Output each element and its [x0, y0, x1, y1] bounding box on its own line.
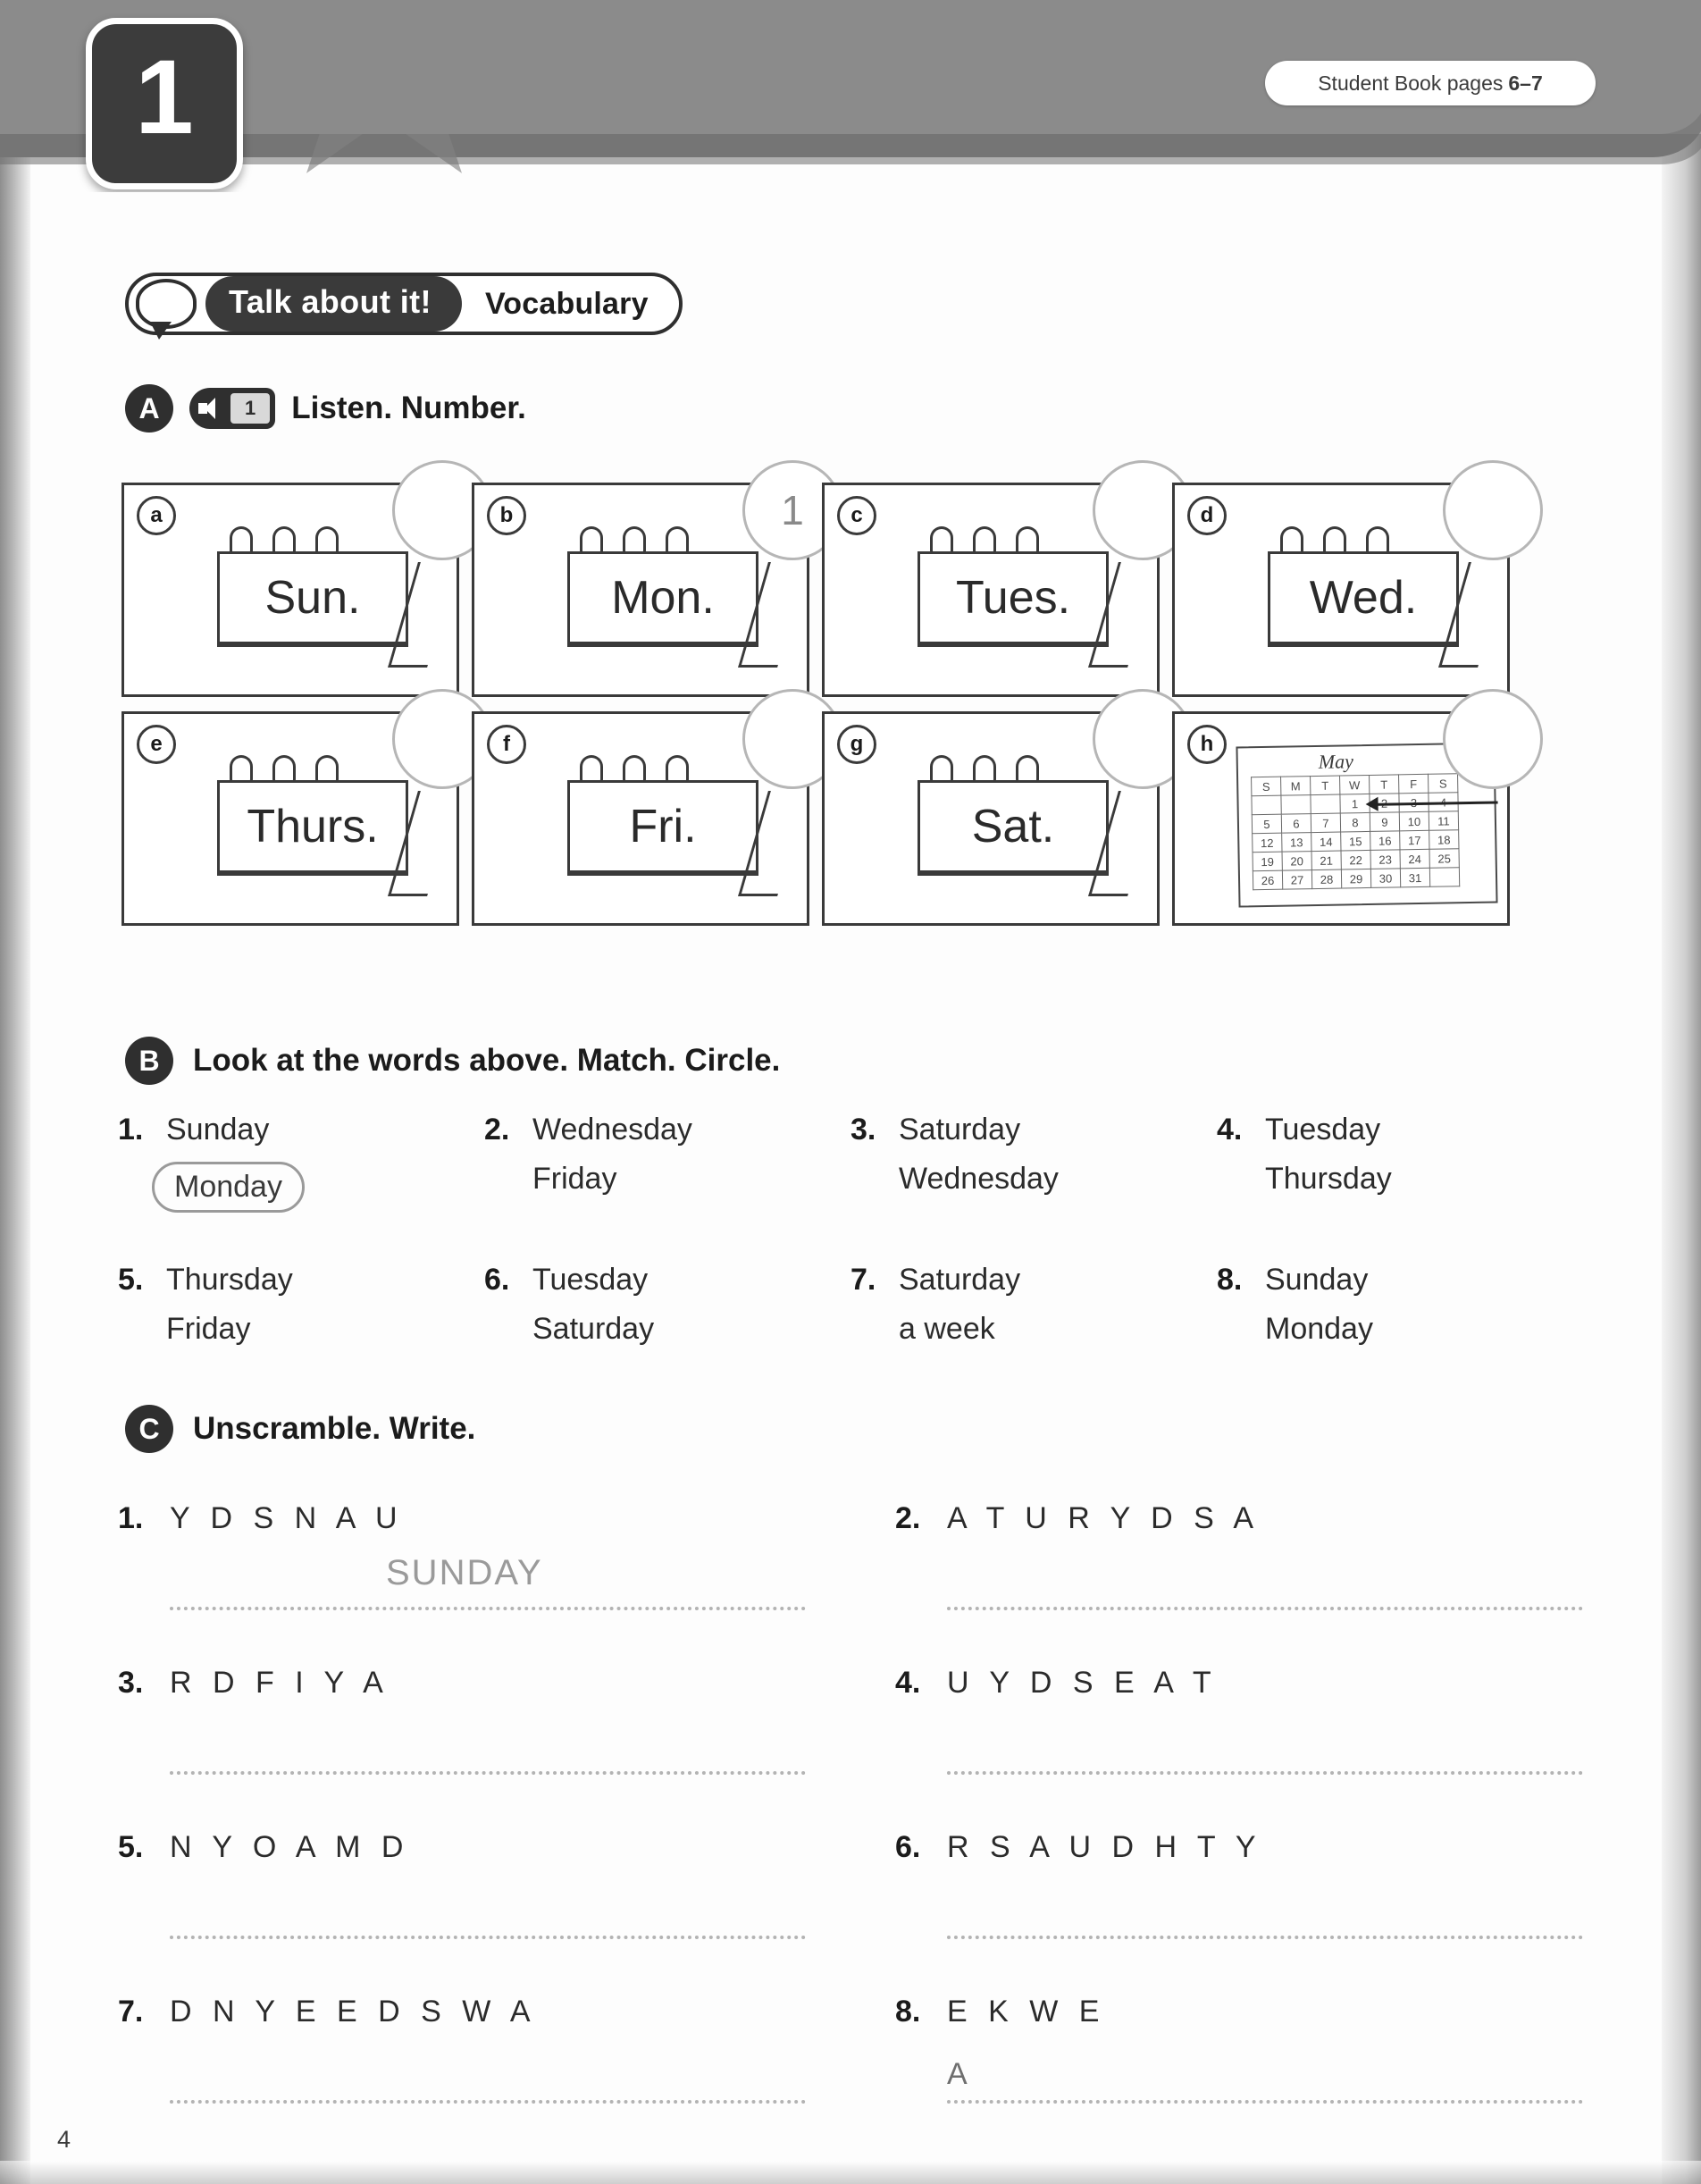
flip-calendar-icon — [1261, 526, 1484, 678]
card-letter-tag: f — [487, 725, 526, 764]
page-number: 4 — [57, 2126, 71, 2153]
option-word[interactable]: Saturday — [532, 1312, 655, 1346]
item-number: 8. — [1217, 1263, 1243, 1297]
calendar-month-label: May — [1318, 750, 1354, 773]
talk-about-it-title: Talk about it! — [205, 276, 462, 332]
card-letter-tag: c — [837, 496, 876, 535]
unscramble-item — [118, 1995, 815, 2127]
unscramble-item — [895, 1830, 1592, 1962]
option-word[interactable]: Friday — [166, 1312, 251, 1346]
match-item — [850, 1263, 1217, 1361]
option-word[interactable]: Sunday — [166, 1113, 270, 1147]
item-number: 5. — [118, 1830, 144, 1864]
section-b-header — [125, 1037, 780, 1085]
card-letter-tag: d — [1187, 496, 1227, 535]
unscramble-item — [895, 1666, 1592, 1798]
option-word[interactable]: Thursday — [1265, 1162, 1392, 1196]
answer-circle[interactable] — [1443, 460, 1543, 560]
card-letter-tag: e — [137, 725, 176, 764]
unscramble-item — [118, 1501, 815, 1634]
match-item — [1217, 1113, 1583, 1227]
answer-line[interactable] — [947, 1936, 1583, 1939]
item-number: 3. — [118, 1666, 144, 1700]
header-band-shadow — [0, 134, 1701, 164]
unit-number: 1 — [135, 38, 194, 156]
option-word[interactable]: Tuesday — [1265, 1113, 1381, 1147]
section-c-instruction: Unscramble. Write. — [193, 1411, 476, 1446]
match-item — [484, 1263, 850, 1361]
card-word: Sun. — [264, 572, 361, 624]
option-word[interactable]: Saturday — [899, 1113, 1021, 1147]
flip-calendar-icon — [910, 526, 1134, 678]
option-word[interactable]: Wednesday — [532, 1113, 692, 1147]
item-number: 4. — [895, 1666, 921, 1700]
section-a-instruction: Listen. Number. — [291, 391, 526, 425]
option-word[interactable]: Thursday — [166, 1263, 293, 1297]
item-number: 8. — [895, 1995, 921, 2029]
scrambled-letters: R S A U D H T Y — [947, 1830, 1262, 1864]
flip-calendar-icon — [210, 755, 433, 907]
speaker-icon — [197, 395, 223, 422]
scrambled-letters: A T U R Y D S A — [947, 1501, 1261, 1535]
card-word: Tues. — [955, 572, 1071, 624]
unscramble-item — [118, 1666, 815, 1798]
vocab-card[interactable] — [122, 711, 459, 926]
card-word: Mon. — [611, 572, 715, 624]
section-a-header — [125, 384, 526, 433]
flip-calendar-icon — [560, 526, 783, 678]
match-item — [118, 1263, 484, 1361]
answer-circle[interactable] — [1443, 689, 1543, 789]
audio-track-chip[interactable] — [189, 388, 275, 429]
scrambled-letters: N Y O A M D — [170, 1830, 410, 1864]
item-number: 4. — [1217, 1113, 1243, 1147]
flip-calendar-icon — [560, 755, 783, 907]
section-c-header — [125, 1405, 475, 1453]
scrambled-letters: R D F I Y A — [170, 1666, 390, 1700]
card-letter-tag: h — [1187, 725, 1227, 764]
answer-line[interactable] — [947, 1607, 1583, 1610]
calendar-grid: S M T W T F S 1 5 6 7 8 9 10 11 12 13 14 15 16 17 18 19 20 21 22 23 24 25 26 27 28 29 30 31 — [1251, 773, 1460, 890]
card-word: Fri. — [629, 801, 697, 853]
card-word: Wed. — [1309, 572, 1418, 624]
vocab-card[interactable] — [472, 483, 809, 697]
item-number: 1. — [118, 1501, 144, 1535]
vocab-card[interactable] — [1172, 711, 1510, 926]
item-number: 6. — [895, 1830, 921, 1864]
scrambled-letters: U Y D S E A T — [947, 1666, 1218, 1700]
audio-track-number: 1 — [230, 393, 270, 424]
match-item — [1217, 1263, 1583, 1361]
vocab-card[interactable] — [122, 483, 459, 697]
match-item — [484, 1113, 850, 1227]
match-item — [118, 1113, 484, 1227]
card-word: Thurs. — [247, 801, 379, 853]
unscramble-item — [118, 1830, 815, 1962]
item-number: 3. — [850, 1113, 876, 1147]
section-c-letter: C — [125, 1405, 173, 1453]
card-letter-tag: b — [487, 496, 526, 535]
option-word[interactable]: Monday — [1265, 1312, 1373, 1346]
option-word[interactable]: Wednesday — [899, 1162, 1059, 1196]
unscramble-item — [895, 1501, 1592, 1634]
answer-line[interactable] — [947, 1771, 1583, 1775]
page-left-edge — [0, 0, 30, 2184]
scrambled-letters: Y D S N A U — [170, 1501, 404, 1535]
answer-line[interactable] — [170, 1607, 806, 1610]
unscramble-item — [895, 1995, 1592, 2127]
unit-badge — [86, 18, 243, 189]
student-book-pages-badge — [1265, 61, 1596, 105]
section-b-instruction: Look at the words above. Match. Circle. — [193, 1043, 781, 1078]
vocab-card[interactable] — [1172, 483, 1510, 697]
page-bottom-shadow — [0, 2161, 1701, 2184]
scrambled-letters: D N Y E E D S W A — [170, 1995, 537, 2029]
section-b-grid — [118, 1113, 1583, 1361]
item-number: 1. — [118, 1113, 144, 1147]
answer-line[interactable] — [170, 1771, 806, 1775]
option-word[interactable]: Sunday — [1265, 1263, 1369, 1297]
student-book-page-range: 6–7 — [1508, 71, 1543, 95]
talk-about-it-banner — [125, 273, 683, 335]
vocab-card[interactable] — [822, 483, 1160, 697]
option-word[interactable]: Saturday — [899, 1263, 1021, 1297]
flip-calendar-icon — [210, 526, 433, 678]
option-word[interactable]: a week — [899, 1312, 995, 1346]
handwritten-answer: SUNDAY — [386, 1553, 543, 1592]
card-word: Sat. — [971, 801, 1055, 853]
section-a-card-grid — [122, 483, 1578, 926]
card-letter-tag: g — [837, 725, 876, 764]
item-number: 6. — [484, 1263, 510, 1297]
header-band — [0, 0, 1701, 192]
card-letter-tag: a — [137, 496, 176, 535]
answer-circle[interactable]: 1 — [742, 460, 842, 560]
speech-bubble-icon — [136, 279, 197, 329]
section-b-letter: B — [125, 1037, 173, 1085]
section-c-grid — [118, 1501, 1592, 2127]
item-number: 2. — [484, 1113, 510, 1147]
vocab-card[interactable] — [472, 711, 809, 926]
item-number: 2. — [895, 1501, 921, 1535]
scrambled-letters: E K W E — [947, 1995, 1106, 2029]
option-word[interactable]: Tuesday — [532, 1263, 649, 1297]
item-number: 7. — [850, 1263, 876, 1297]
match-item — [850, 1113, 1217, 1227]
section-a-letter: A — [125, 384, 173, 433]
option-word[interactable]: Friday — [532, 1162, 617, 1196]
answer-line[interactable] — [170, 2100, 806, 2104]
item-number: 5. — [118, 1263, 144, 1297]
talk-about-it-subtitle: Vocabulary — [484, 286, 649, 321]
answer-line[interactable] — [170, 1936, 806, 1939]
option-word-circled[interactable]: Monday — [152, 1162, 305, 1213]
student-book-label: Student Book pages — [1318, 71, 1504, 95]
handwritten-answer: A — [947, 2057, 969, 2091]
flip-calendar-icon — [910, 755, 1134, 907]
item-number: 7. — [118, 1995, 144, 2029]
page-right-edge — [1662, 0, 1701, 2184]
answer-line[interactable] — [947, 2100, 1583, 2104]
vocab-card[interactable] — [822, 711, 1160, 926]
